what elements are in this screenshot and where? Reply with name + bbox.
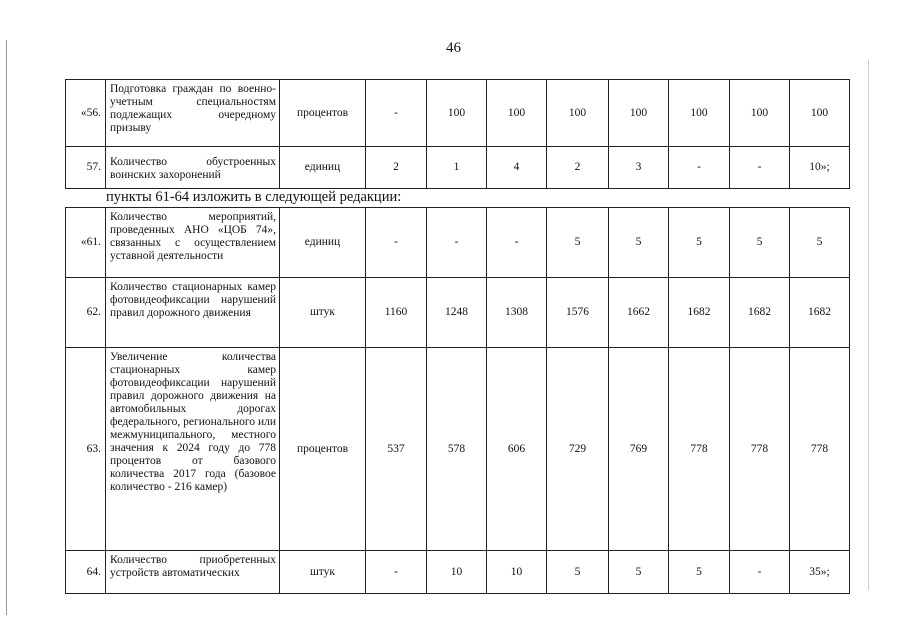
- value-cell: 1308: [487, 278, 547, 348]
- unit-cell: единиц: [280, 147, 366, 189]
- unit-cell: единиц: [280, 208, 366, 278]
- row-number: 62.: [66, 278, 106, 348]
- value-cell: 10»;: [790, 147, 850, 189]
- value-cell: 769: [609, 348, 669, 551]
- value-cell: -: [730, 147, 790, 189]
- value-cell: 100: [730, 80, 790, 147]
- indicators-table-continued: [65, 79, 850, 189]
- value-cell: 1682: [790, 278, 850, 348]
- value-cell: 2: [366, 147, 427, 189]
- value-cell: 1: [427, 147, 487, 189]
- value-cell: 10: [427, 551, 487, 594]
- value-cell: 606: [487, 348, 547, 551]
- value-cell: 1662: [609, 278, 669, 348]
- value-cell: 778: [790, 348, 850, 551]
- indicator-description: Подготовка граждан по военно-учетным специальностям подлежащих очередному призыву: [106, 80, 280, 147]
- value-cell: 2: [547, 147, 609, 189]
- table-row: [66, 551, 850, 594]
- value-cell: -: [427, 208, 487, 278]
- unit-cell: процентов: [280, 348, 366, 551]
- value-cell: 729: [547, 348, 609, 551]
- value-cell: 5: [547, 208, 609, 278]
- value-cell: 5: [669, 208, 730, 278]
- value-cell: 1682: [669, 278, 730, 348]
- value-cell: 1576: [547, 278, 609, 348]
- unit-cell: штук: [280, 551, 366, 594]
- unit-cell: процентов: [280, 80, 366, 147]
- value-cell: -: [487, 208, 547, 278]
- value-cell: 1682: [730, 278, 790, 348]
- row-number: «56.: [66, 80, 106, 147]
- value-cell: 100: [427, 80, 487, 147]
- value-cell: 5: [609, 551, 669, 594]
- value-cell: 778: [730, 348, 790, 551]
- value-cell: 5: [669, 551, 730, 594]
- value-cell: -: [730, 551, 790, 594]
- table-row: [66, 147, 850, 189]
- value-cell: 5: [730, 208, 790, 278]
- value-cell: 5: [609, 208, 669, 278]
- value-cell: -: [669, 147, 730, 189]
- row-number: 64.: [66, 551, 106, 594]
- table-row: [66, 208, 850, 278]
- value-cell: 100: [790, 80, 850, 147]
- table-row: [66, 80, 850, 147]
- indicator-description: Количество стационарных камер фотовидеофиксации нарушений правил дорожного движения: [106, 278, 280, 348]
- indicator-description: Количество приобретенных устройств автоматических: [106, 551, 280, 594]
- value-cell: 5: [790, 208, 850, 278]
- scan-edge-line: [868, 60, 869, 590]
- value-cell: 537: [366, 348, 427, 551]
- value-cell: -: [366, 80, 427, 147]
- value-cell: 778: [669, 348, 730, 551]
- table-row: [66, 348, 850, 551]
- value-cell: -: [366, 208, 427, 278]
- row-number: «61.: [66, 208, 106, 278]
- row-number: 63.: [66, 348, 106, 551]
- page-number: 46: [446, 40, 461, 56]
- value-cell: 100: [547, 80, 609, 147]
- indicators-table-new: [65, 207, 850, 594]
- value-cell: 4: [487, 147, 547, 189]
- value-cell: 100: [487, 80, 547, 147]
- unit-cell: штук: [280, 278, 366, 348]
- value-cell: 35»;: [790, 551, 850, 594]
- scan-edge-line: [6, 40, 7, 615]
- value-cell: 1248: [427, 278, 487, 348]
- value-cell: 5: [547, 551, 609, 594]
- value-cell: 578: [427, 348, 487, 551]
- indicator-description: Увеличение количества стационарных камер фотовидеофиксации нарушений правил дорожного движения на автомобильных дорогах федерального, регионального или межмуниципального, местного значения к 2024 году до 778 процентов от базового количества 2017 года (базовое количество - 216 камер): [106, 348, 280, 551]
- table-row: [66, 278, 850, 348]
- value-cell: 1160: [366, 278, 427, 348]
- value-cell: 100: [609, 80, 669, 147]
- value-cell: 3: [609, 147, 669, 189]
- value-cell: 10: [487, 551, 547, 594]
- indicator-description: Количество мероприятий, проведенных АНО «ЦОБ 74», связанных с осуществлением уставной деятельности: [106, 208, 280, 278]
- indicator-description: Количество обустроенных воинских захоронений: [106, 147, 280, 189]
- row-number: 57.: [66, 147, 106, 189]
- value-cell: 100: [669, 80, 730, 147]
- amendment-instruction: пункты 61-64 изложить в следующей редакции:: [106, 189, 402, 205]
- value-cell: -: [366, 551, 427, 594]
